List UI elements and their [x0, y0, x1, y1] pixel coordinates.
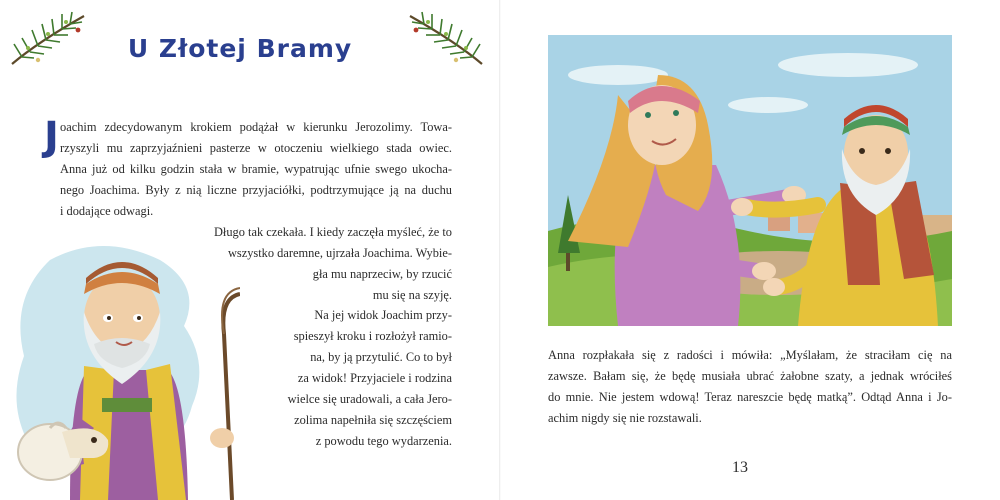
text-line: wszystko daremne, ujrzała Joachima. Wybie-	[227, 246, 452, 260]
text-line: i dodające odwagi.	[60, 204, 154, 218]
page-number: 13	[732, 459, 748, 476]
text-line: nego Joachima. Były z nią liczne przyjaciółki, podtrzymujące ją na duchu	[60, 183, 452, 197]
text-line: Anna rozpłakała się z radości i mówiła: „Myślałam, że straciłam cię na	[548, 348, 952, 362]
text-line: achim nigdy się nie rozstawali.	[548, 411, 702, 425]
text-line: mu się na szyję.	[372, 288, 452, 302]
right-page	[500, 0, 1000, 500]
text-line: Na jej widok Joachim przy-	[314, 308, 452, 322]
text-line: Długo tak czekała. I kiedy zaczęła myśleć, że to	[213, 225, 452, 239]
text-line: wielce się uradowali, a cała Jero-	[287, 392, 452, 406]
text-line: z powodu tego wydarzenia.	[315, 434, 452, 448]
text-line: zolima napełniła się szczęściem	[294, 413, 452, 427]
text-line: oachim zdecydowanym krokiem podążał w kierunku Jerozolimy. Towa-	[60, 120, 452, 134]
text-line: za widok! Przyjaciele i rodzina	[297, 371, 452, 385]
text-line: rzyszyli mu zaprzyjaźnieni pasterze w otoczeniu wielkiego stada owiec.	[60, 141, 452, 155]
pine-branch-icon	[406, 8, 486, 68]
text-line: gła mu naprzeciw, by rzucić	[312, 267, 452, 281]
anna-joachim-reunion-illustration	[548, 35, 952, 326]
text-line: do mnie. Nie jestem wdową! Teraz nareszcie będę matką”. Odtąd Anna i Jo-	[548, 390, 952, 404]
text-line: Anna już od kilku godzin stała w bramie, wypatrując ufnie swego ukocha-	[60, 162, 452, 176]
text-line: na, by ją przytulić. Co to był	[310, 350, 452, 364]
text-line: zawsze. Bałam się, że będę musiała ubrać żałobne szaty, a jednak wróciłeś	[548, 369, 952, 383]
paragraph-4	[548, 345, 952, 429]
paragraph-3	[222, 305, 452, 452]
drop-cap: J	[44, 114, 59, 160]
page-title: U Złotej Bramy	[127, 34, 353, 63]
paragraph-1	[60, 117, 452, 222]
joachim-shepherd-illustration	[10, 238, 240, 500]
text-line: spieszył kroku i rozłożył ramio-	[293, 329, 452, 343]
pine-branch-icon	[8, 8, 88, 68]
